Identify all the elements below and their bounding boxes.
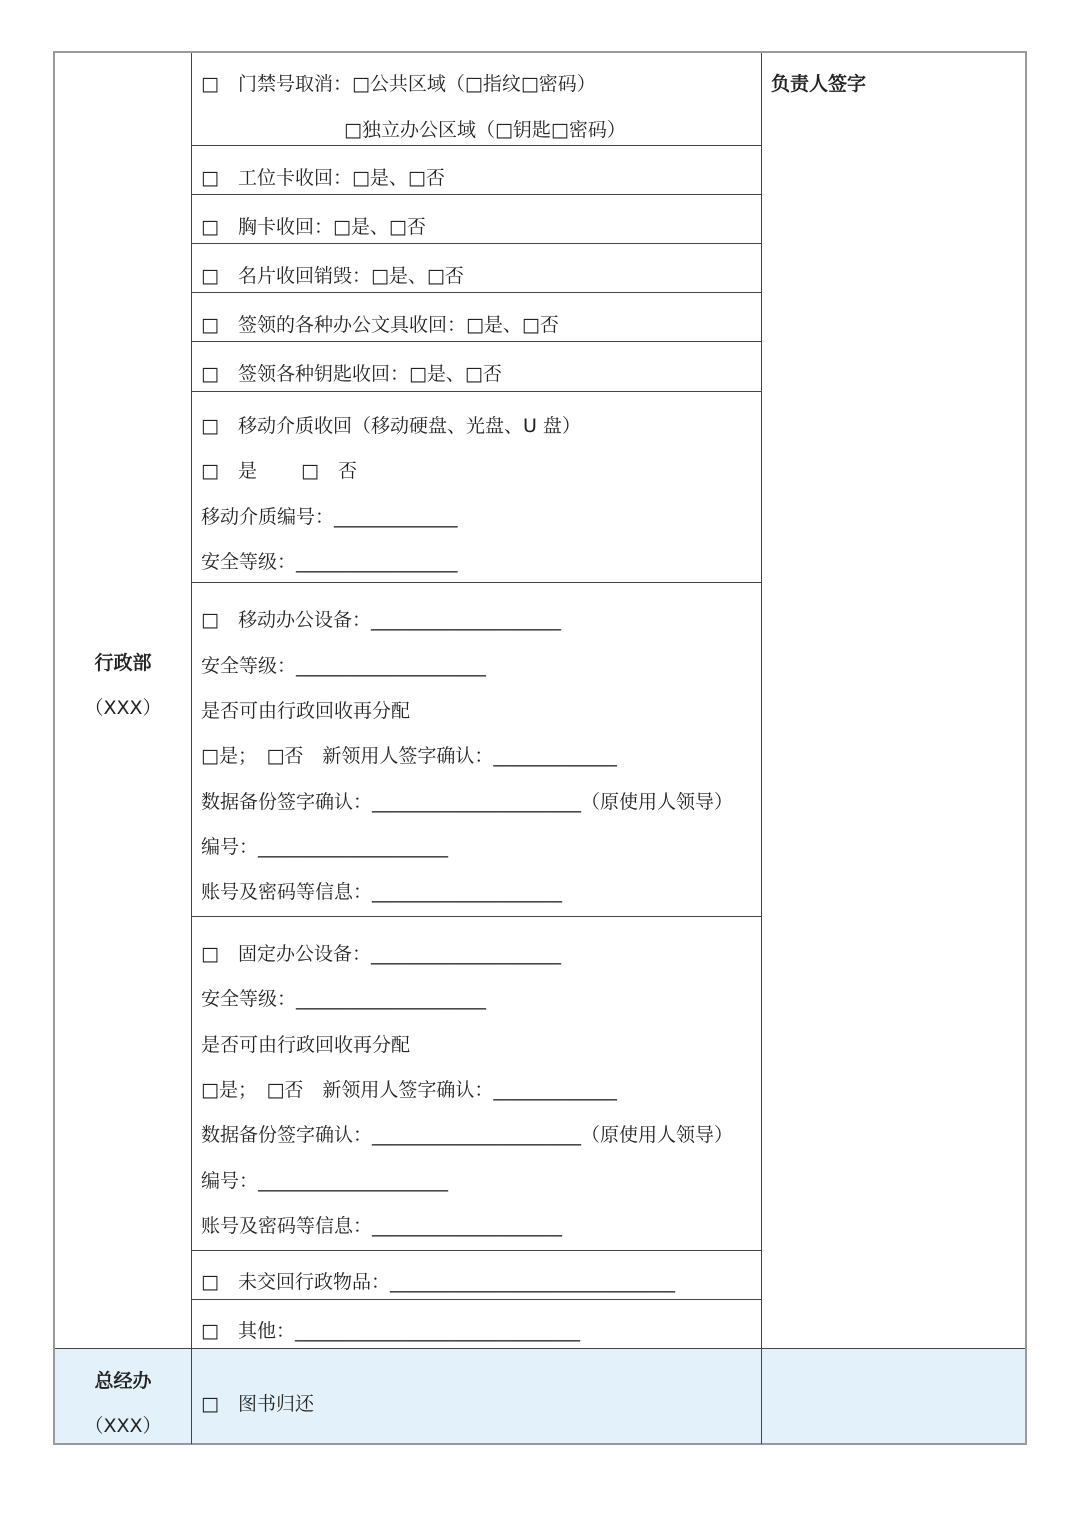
dept-gm-name: 总经办 <box>94 1370 152 1392</box>
mobile-account-field[interactable]: 账号及密码等信息：____________________ <box>201 881 563 903</box>
fixed-account-field[interactable]: 账号及密码等信息：____________________ <box>201 1215 563 1237</box>
media-title[interactable]: □ 移动介质收回（移动硬盘、光盘、U 盘） <box>201 415 581 437</box>
dept-admin-contact: （XXX） <box>84 697 162 719</box>
keys-item[interactable]: □ 签领各种钥匙收回：□是、□否 <box>201 363 502 385</box>
other-field[interactable]: □ 其他：______________________________ <box>201 1320 580 1342</box>
row-divider <box>191 194 761 195</box>
mobile-realloc-label: 是否可由行政回收再分配 <box>201 700 411 722</box>
row-divider <box>191 243 761 244</box>
mobile-new-sign-field[interactable]: □是； □否 新领用人签字确认：_____________ <box>201 745 617 767</box>
row-divider <box>191 391 761 392</box>
fixed-device-field[interactable]: □ 固定办公设备：____________________ <box>201 943 561 965</box>
row-divider <box>191 145 761 146</box>
media-number-field[interactable]: 移动介质编号：_____________ <box>201 506 458 528</box>
row-divider <box>191 582 761 583</box>
access-cancel-line2[interactable]: □独立办公区域（□钥匙□密码） <box>344 119 626 141</box>
fixed-realloc-label: 是否可由行政回收再分配 <box>201 1034 411 1056</box>
row-divider <box>191 1299 761 1300</box>
row-divider <box>191 341 761 342</box>
dept-admin-name: 行政部 <box>94 652 152 674</box>
fixed-number-field[interactable]: 编号：____________________ <box>201 1170 449 1192</box>
fixed-level-field[interactable]: 安全等级：____________________ <box>201 988 487 1010</box>
books-return-item[interactable]: □ 图书归还 <box>201 1393 314 1415</box>
media-level-field[interactable]: 安全等级：_________________ <box>201 551 458 573</box>
col-divider-2 <box>761 53 762 1444</box>
section-divider <box>55 1348 1025 1349</box>
mobile-level-field[interactable]: 安全等级：____________________ <box>201 655 487 677</box>
row-divider <box>191 1250 761 1251</box>
dept-gm-contact: （XXX） <box>84 1415 162 1437</box>
row-divider <box>191 292 761 293</box>
mobile-backup-field[interactable]: 数据备份签字确认：______________________（原使用人领导） <box>201 791 734 813</box>
sign-header: 负责人签字 <box>771 73 867 95</box>
media-yesno[interactable]: □ 是 □ 否 <box>201 460 357 482</box>
access-cancel-line1[interactable]: □ 门禁号取消：□公共区域（□指纹□密码） <box>201 73 596 95</box>
mobile-number-field[interactable]: 编号：____________________ <box>201 836 449 858</box>
unreturned-items-field[interactable]: □ 未交回行政物品：______________________________ <box>201 1271 675 1293</box>
fixed-new-sign-field[interactable]: □是； □否 新领用人签字确认：_____________ <box>201 1079 617 1101</box>
office-supplies-item[interactable]: □ 签领的各种办公文具收回：□是、□否 <box>201 314 559 336</box>
mobile-device-field[interactable]: □ 移动办公设备：____________________ <box>201 609 561 631</box>
fixed-backup-field[interactable]: 数据备份签字确认：______________________（原使用人领导） <box>201 1124 734 1146</box>
badge-item[interactable]: □ 胸卡收回：□是、□否 <box>201 216 426 238</box>
row-divider <box>191 916 761 917</box>
workstation-card-item[interactable]: □ 工位卡收回：□是、□否 <box>201 167 445 189</box>
col-divider-1 <box>191 53 192 1444</box>
business-card-item[interactable]: □ 名片收回销毁：□是、□否 <box>201 265 464 287</box>
